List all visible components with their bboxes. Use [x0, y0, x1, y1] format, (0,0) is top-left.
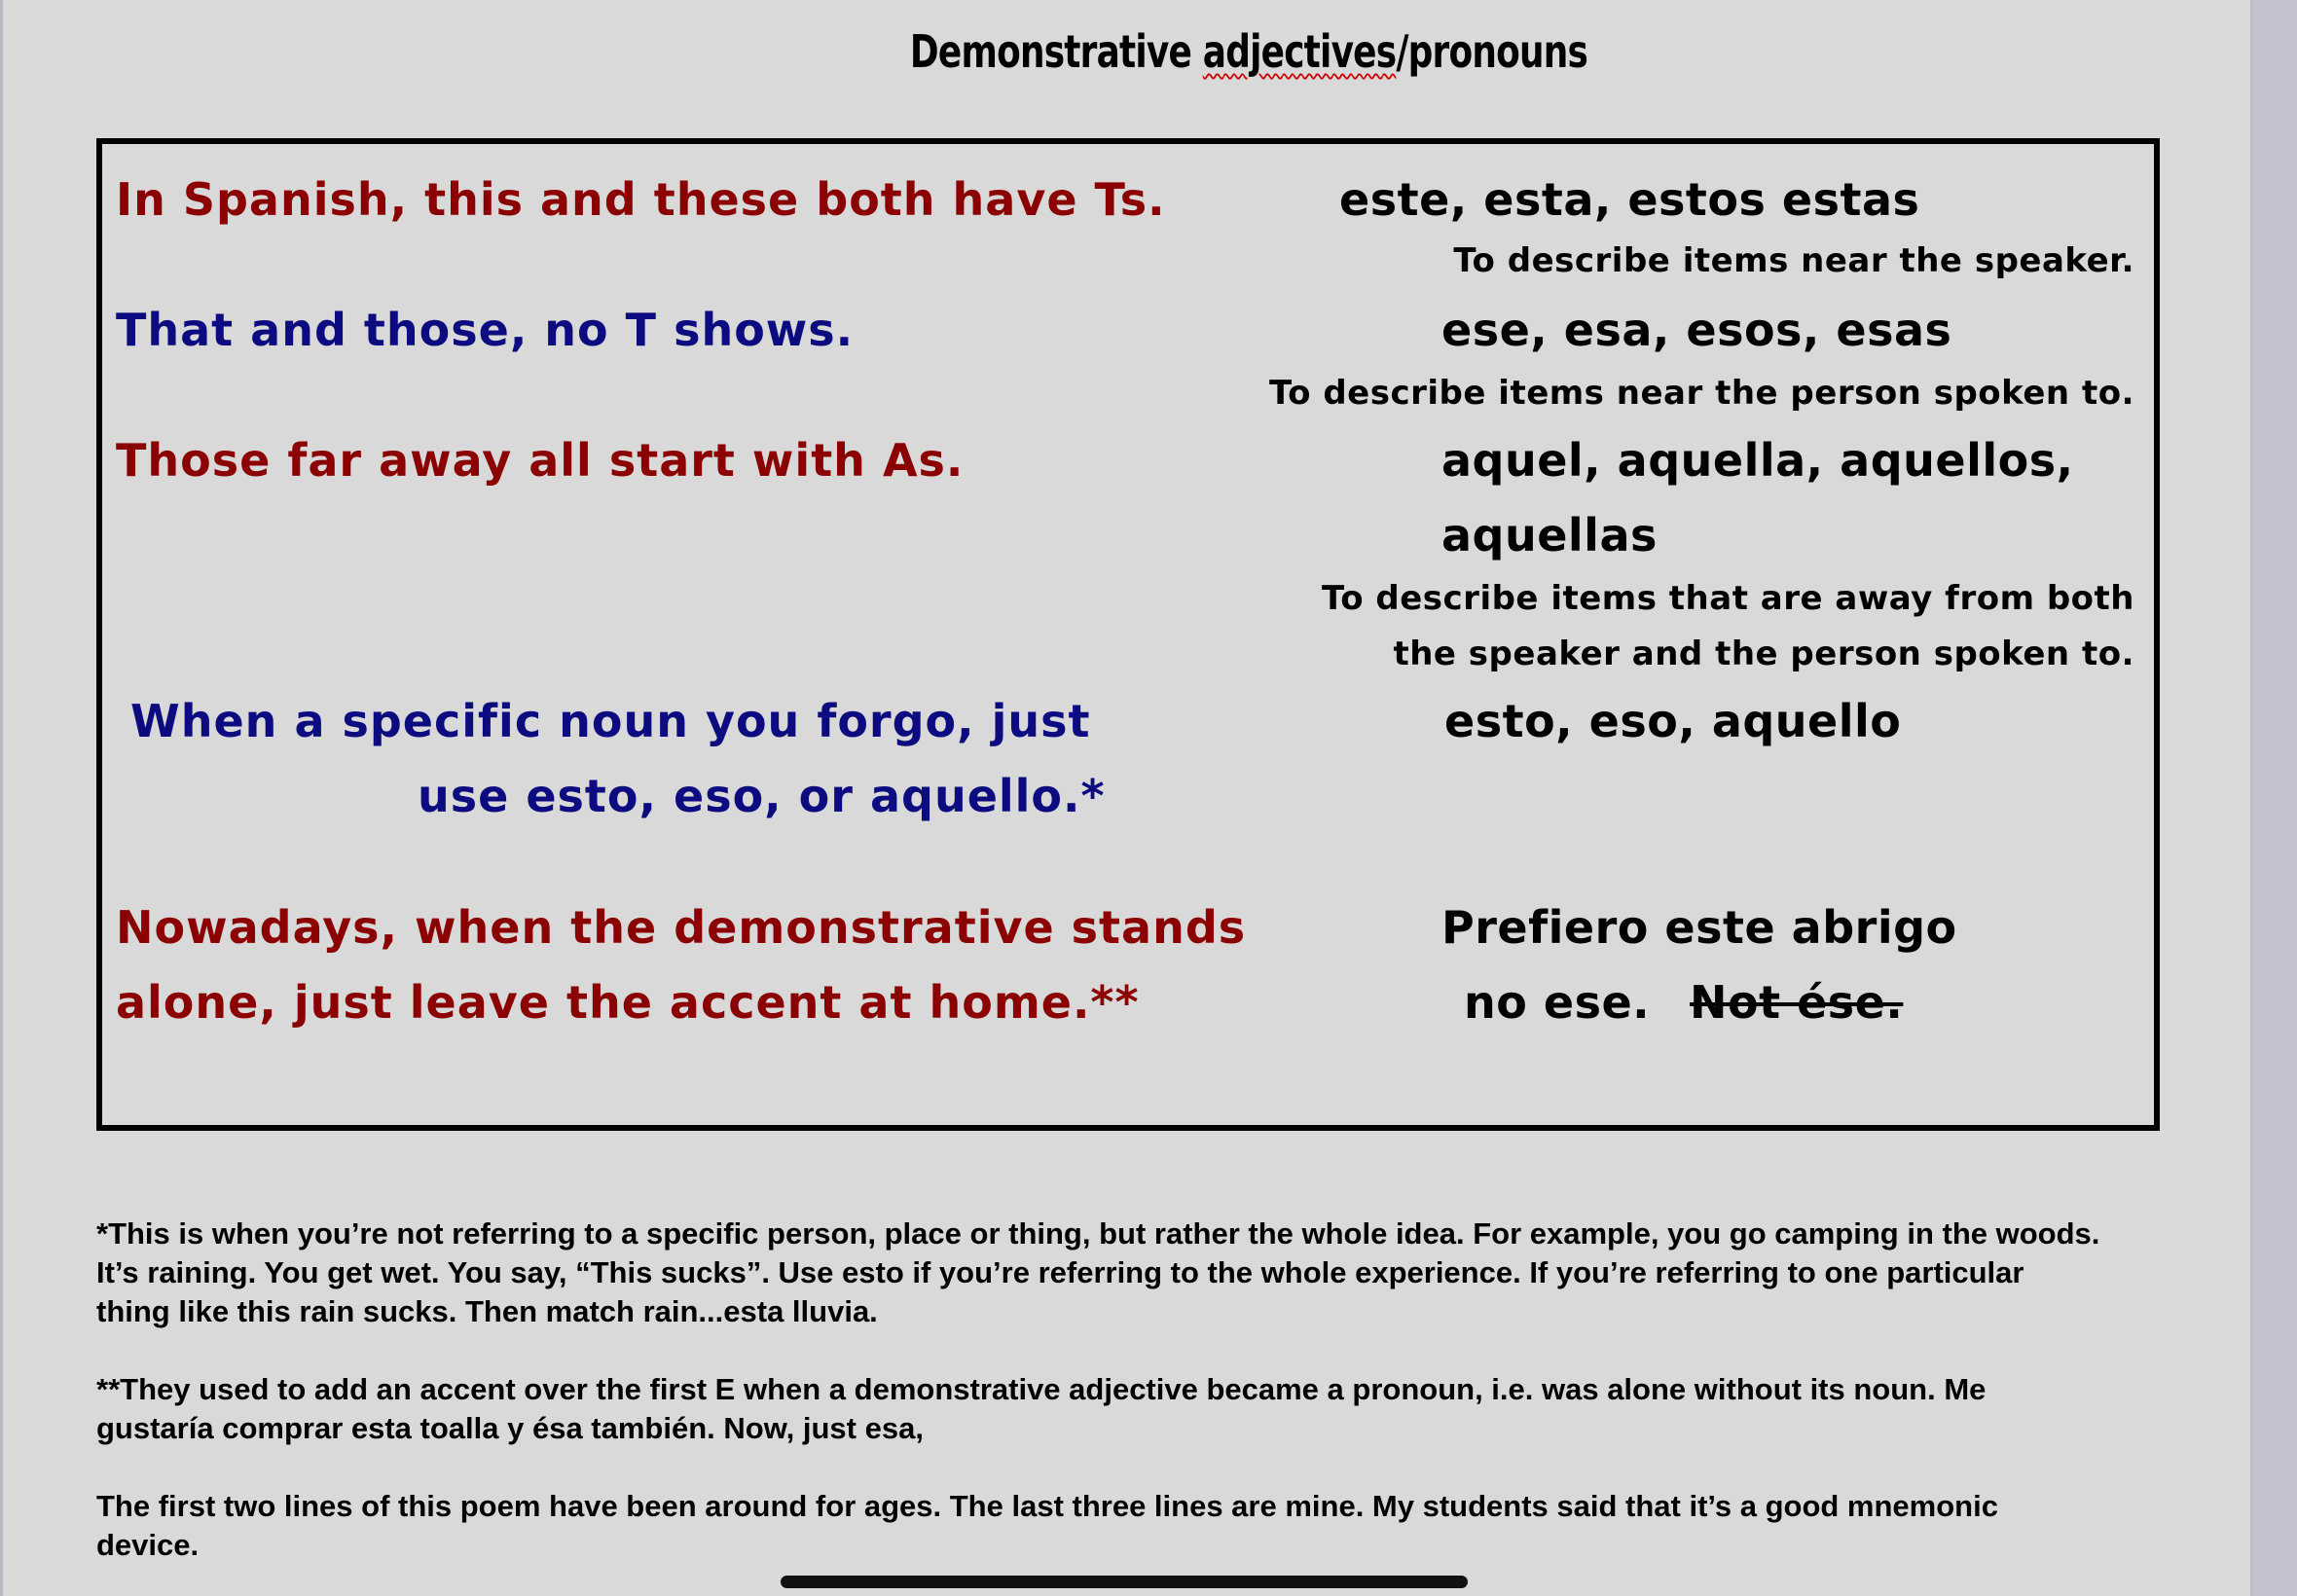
document-page	[3, 0, 2250, 1596]
desc-far-line2: the speaker and the person spoken to.	[1393, 635, 2134, 673]
page-title	[277, 25, 2221, 78]
desc-near-listener: To describe items near the person spoken to.	[1268, 374, 2134, 413]
window-right-strip	[2250, 0, 2297, 1596]
poem-line-3: Those far away all start with As.	[116, 434, 965, 487]
answer-ese: ese, esa, esos, esas	[1441, 304, 1952, 356]
example-prefiero: Prefiero este abrigo	[1441, 901, 1957, 954]
answer-aquellas: aquellas	[1441, 509, 1658, 562]
poem-line-5b: alone, just leave the accent at home.**	[116, 976, 1140, 1029]
poem-line-5a: Nowadays, when the demonstrative stands	[116, 901, 1247, 954]
poem-line-4b: use esto, eso, or aquello.*	[418, 770, 1106, 822]
footnote-2: **They used to add an accent over the first E when a demonstrative adjective became a pronoun, i.e. was alone without its noun. Me gustaría comprar esta toalla y ésa también. Now, just esa,	[96, 1372, 1987, 1445]
title-part-end: /pronouns	[1396, 25, 1588, 78]
title-misspelled-word: adjectives	[1202, 25, 1397, 78]
poem-line-4a: When a specific noun you forgo, just	[130, 695, 1091, 747]
poem-line-2: That and those, no T shows.	[116, 304, 855, 356]
answer-neuter: esto, eso, aquello	[1444, 695, 1902, 747]
footnote-1: *This is when you’re not referring to a specific person, place or thing, but rather the whole idea. For example, you go camping in the woods. It’s raining. You get wet. You say, “This sucks”. Use esto if you’re referring to the whole experience. If you’re referring to one particular thing like this rain sucks. Then match rain...esta lluvia.	[96, 1216, 2100, 1328]
example-struck-ese: Not ése.	[1690, 976, 1904, 1029]
footnote-3: The first two lines of this poem have been around for ages. The last three lines are mine. My students said that it’s a good mnemonic device.	[96, 1489, 1998, 1562]
desc-far-line1: To describe items that are away from both	[1322, 579, 2134, 618]
desc-near-speaker: To describe items near the speaker.	[1453, 241, 2134, 280]
title-part: Demonstrative	[909, 25, 1203, 78]
poem-line-1: In Spanish, this and these both have Ts.	[116, 173, 1166, 226]
answer-este: este, esta, estos estas	[1339, 173, 1920, 226]
poem-table-box	[96, 138, 2160, 1131]
home-indicator-bar[interactable]	[781, 1576, 1468, 1588]
example-no-ese: no ese.	[1464, 976, 1651, 1029]
answer-aquel: aquel, aquella, aquellos,	[1441, 434, 2074, 487]
